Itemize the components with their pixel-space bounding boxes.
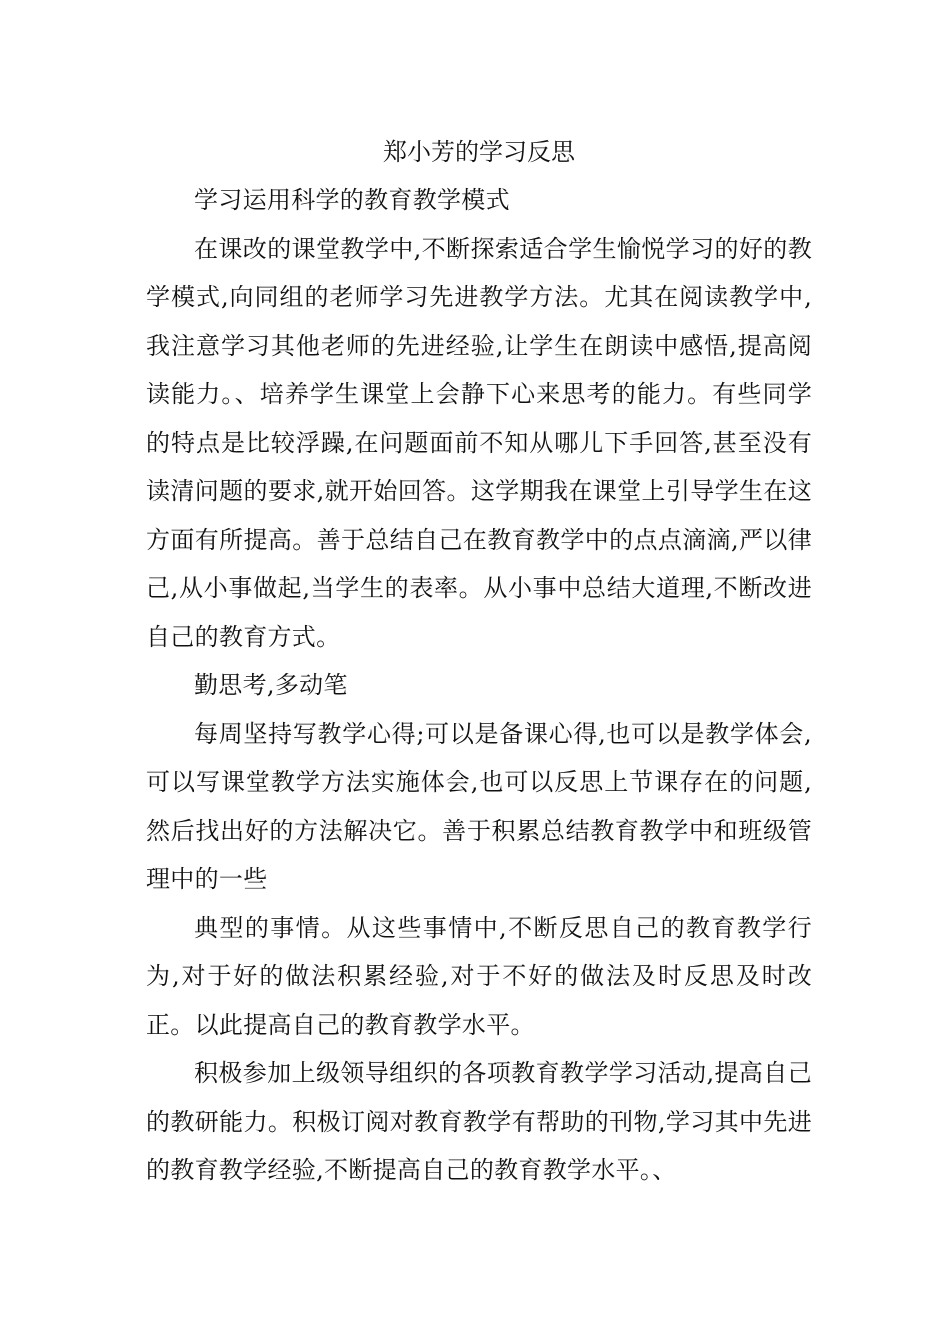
document-title: 郑小芳的学习反思: [383, 138, 575, 166]
body-paragraph-3: 典型的事情。从这些事情中,不断反思自己的教育教学行为,对于好的做法积累经验,对于不好的做法及时反思及时改正。以此提高自己的教育教学水平。: [146, 913, 812, 1039]
heading-paragraph-2: 勤思考,多动笔: [194, 671, 348, 699]
document-page: [146, 128, 812, 1195]
heading-paragraph-1: 学习运用科学的教育教学模式: [194, 186, 510, 214]
body-paragraph-2: 每周坚持写教学心得;可以是备课心得,也可以是教学体会,可以写课堂教学方法实施体会,也可以反思上节课存在的问题,然后找出好的方法解决它。善于积累总结教育教学中和班级管理中的一些: [146, 719, 812, 893]
body-paragraph-4: 积极参加上级领导组织的各项教育教学学习活动,提高自己的教研能力。积极订阅对教育教学有帮助的刊物,学习其中先进的教育教学经验,不断提高自己的教育教学水平。、: [146, 1059, 812, 1184]
body-paragraph-1: 在课改的课堂教学中,不断探索适合学生愉悦学习的好的教学模式,向同组的老师学习先进教学方法。尤其在阅读教学中,我注意学习其他老师的先进经验,让学生在朗读中感悟,提高阅读能力。、培养学生课堂上会静下心来思考的能力。有些同学的特点是比较浮躁,在问题面前不知从哪儿下手回答,甚至没有读清问题的要求,就开始回答。这学期我在课堂上引导学生在这方面有所提高。善于总结自己在教育教学中的点点滴滴,严以律己,从小事做起,当学生的表率。从小事中总结大道理,不断改进自己的教育方式。: [146, 234, 812, 651]
